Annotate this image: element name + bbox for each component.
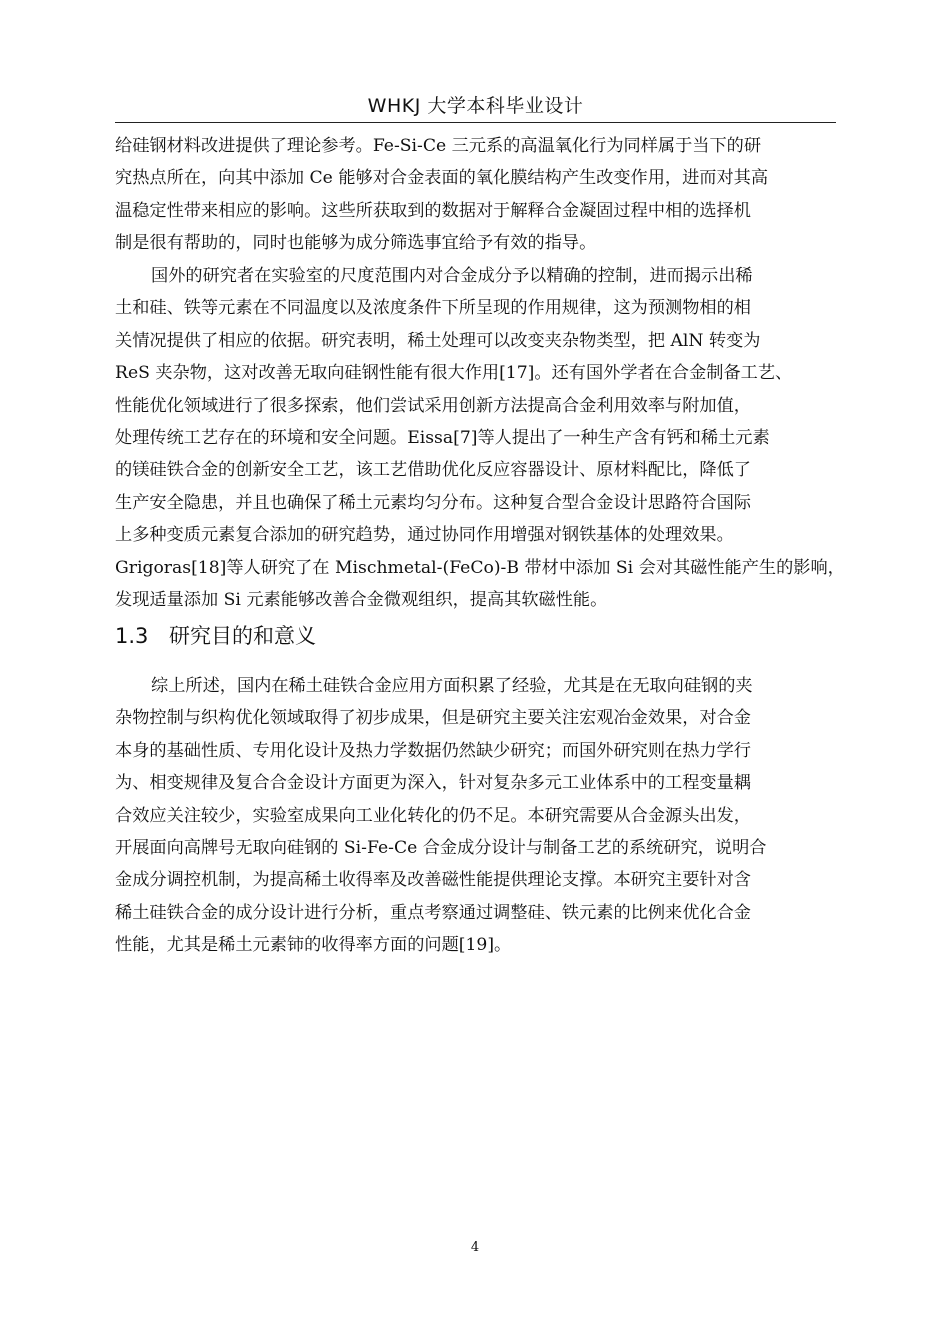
paragraph-line: 温稳定性带来相应的影响。这些所获取到的数据对于解释合金凝固过程中相的选择机	[115, 200, 751, 221]
paragraph-line: 性能优化领域进行了很多探索，他们尝试采用创新方法提高合金利用效率与附加值，	[115, 395, 751, 416]
page-number: 4	[470, 1240, 480, 1255]
header-title: WHKJ 大学本科毕业设计	[367, 95, 584, 117]
paragraph-line: 给硅钢材料改进提供了理论参考。Fe-Si-Ce 三元系的高温氧化行为同样属于当下的研	[115, 136, 762, 156]
paragraph-line: 土和硅、铁等元素在不同温度以及浓度条件下所呈现的作用规律，这为预测物相的相	[115, 298, 751, 319]
paragraph-line: 为、相变规律及复合合金设计方面更为深入，针对复杂多元工业体系中的工程变量耦	[115, 773, 751, 794]
paragraph-line: 生产安全隐患，并且也确保了稀土元素均匀分布。这种复合型合金设计思路符合国际	[115, 492, 751, 513]
paragraph-line: 开展面向高牌号无取向硅钢的 Si-Fe-Ce 合金成分设计与制备工艺的系统研究，说明合	[115, 838, 767, 859]
paragraph-line: Grigoras[18]等人研究了在 Mischmetal-(FeCo)-B 带材中添加 Si 会对其磁性能产生的影响，	[115, 557, 845, 578]
paragraph-line: 关情况提供了相应的依据。研究表明，稀土处理可以改变夹杂物类型，把 AlN 转变为	[115, 330, 761, 351]
paragraph-1	[115, 130, 836, 260]
paragraph-line: ReS 夹杂物，这对改善无取向硅钢性能有很大作用[17]。还有国外学者在合金制备工艺、	[115, 363, 793, 384]
paragraph-line: 性能，尤其是稀土元素铈的收得率方面的问题[19]。	[115, 935, 512, 956]
paragraph-line: 金成分调控机制，为提高稀土收得率及改善磁性能提供理论支撑。本研究主要针对含	[115, 870, 751, 891]
section-number: 1.3	[115, 624, 149, 648]
section-title: 研究目的和意义	[169, 624, 316, 648]
paragraph-line: 处理传统工艺存在的环境和安全问题。Eissa[7]等人提出了一种生产含有钙和稀土元素	[115, 428, 770, 449]
section-heading	[115, 620, 316, 652]
paragraph-line: 国外的研究者在实验室的尺度范围内对合金成分予以精确的控制，进而揭示出稀	[151, 266, 753, 286]
paragraph-line: 上多种变质元素复合添加的研究趋势，通过协同作用增强对钢铁基体的处理效果。	[115, 525, 734, 546]
paragraph-3	[115, 670, 836, 962]
paragraph-line: 合效应关注较少，实验室成果向工业化转化的仍不足。本研究需要从合金源头出发，	[115, 805, 751, 826]
paragraph-line: 综上所述，国内在稀土硅铁合金应用方面积累了经验，尤其是在无取向硅钢的夹	[151, 676, 753, 696]
paragraph-line: 发现适量添加 Si 元素能够改善合金微观组织，提高其软磁性能。	[115, 590, 608, 611]
paragraph-line: 杂物控制与织构优化领域取得了初步成果，但是研究主要关注宏观冶金效果，对合金	[115, 708, 751, 729]
paragraph-line: 的镁硅铁合金的创新安全工艺，该工艺借助优化反应容器设计、原材料配比，降低了	[115, 460, 751, 481]
page-header	[115, 94, 836, 123]
paragraph-line: 究热点所在，向其中添加 Ce 能够对合金表面的氧化膜结构产生改变作用，进而对其高	[115, 168, 769, 189]
paragraph-line: 稀土硅铁合金的成分设计进行分析，重点考察通过调整硅、铁元素的比例来优化合金	[115, 902, 751, 923]
paragraph-line: 制是很有帮助的，同时也能够为成分筛选事宜给予有效的指导。	[115, 233, 597, 254]
paragraph-2	[115, 260, 845, 616]
paragraph-line: 本身的基础性质、专用化设计及热力学数据仍然缺少研究；而国外研究则在热力学行	[115, 740, 751, 761]
